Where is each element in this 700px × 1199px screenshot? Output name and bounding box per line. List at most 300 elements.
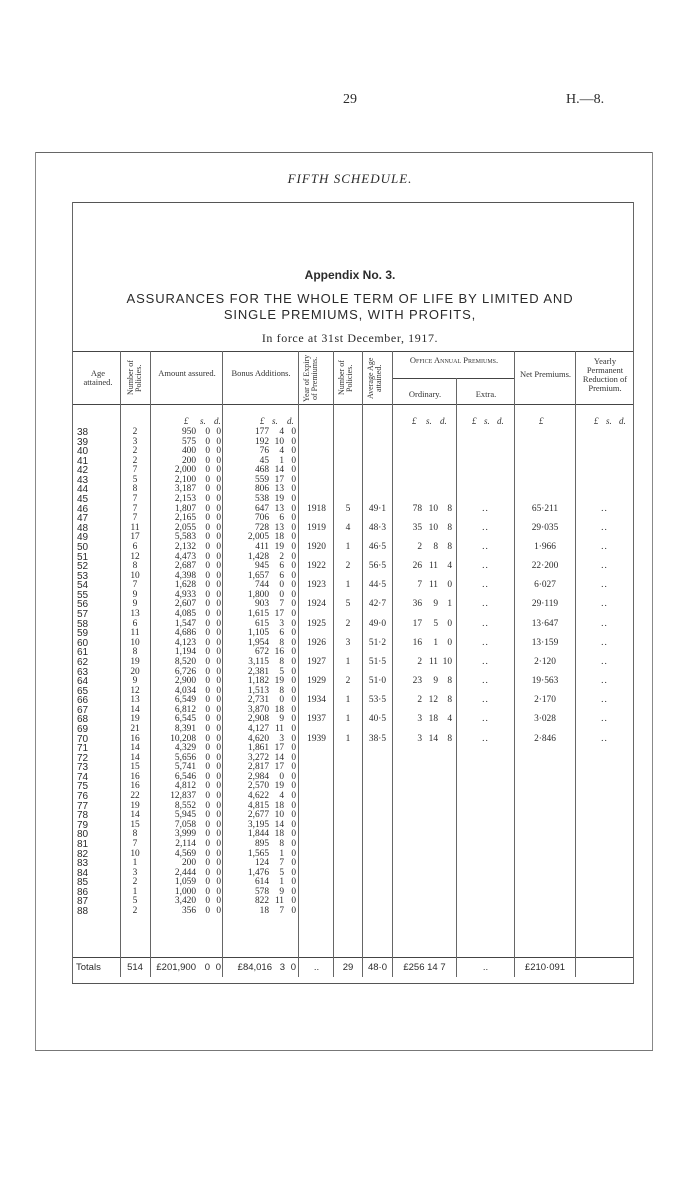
unit-pence: d. <box>214 416 221 426</box>
reduction-cell: .. <box>601 542 608 552</box>
age-cell: 72 <box>77 753 89 764</box>
bonus-pounds-cell: 2,984 <box>247 772 269 782</box>
bonus-pence-cell: 0 <box>291 475 296 485</box>
totals-top-rule <box>73 957 633 958</box>
amount-shillings-cell: 0 <box>205 667 210 677</box>
amount-shillings-cell: 0 <box>205 762 210 772</box>
bonus-pence-cell: 0 <box>291 484 296 494</box>
policies-cell: 8 <box>132 647 138 657</box>
policies-cell: 9 <box>132 599 138 609</box>
ordinary-pence-cell: 0 <box>447 638 452 648</box>
amount-pence-cell: 0 <box>216 456 221 466</box>
bonus-pence-cell: 0 <box>291 868 296 878</box>
age-cell: 73 <box>77 762 89 773</box>
average-age-cell: 51·0 <box>368 676 387 686</box>
extra-cell: .. <box>482 638 489 648</box>
amount-shillings-cell: 0 <box>205 542 210 552</box>
amount-pounds-cell: 1,194 <box>174 647 196 657</box>
amount-shillings-cell: 0 <box>205 772 210 782</box>
policies-cell: 22 <box>130 791 140 801</box>
age-cell: 81 <box>77 839 89 850</box>
amount-shillings-cell: 0 <box>205 896 210 906</box>
amount-pounds-cell: 4,398 <box>174 571 196 581</box>
policies-cell: 16 <box>130 772 140 782</box>
net-premium-cell: 29·119 <box>531 599 559 609</box>
unit-pence: d. <box>287 416 294 426</box>
age-cell: 75 <box>77 781 89 792</box>
bonus-shillings-cell: 19 <box>274 494 284 504</box>
policies-cell: 2 <box>132 456 138 466</box>
amount-shillings-cell: 0 <box>205 810 210 820</box>
amount-shillings-cell: 0 <box>205 532 210 542</box>
bonus-pence-cell: 0 <box>291 437 296 447</box>
extra-cell: .. <box>482 561 489 571</box>
ordinary-pence-cell: 4 <box>447 561 452 571</box>
ordinary-pence-cell: 8 <box>447 523 452 533</box>
bonus-pence-cell: 0 <box>291 667 296 677</box>
policies-cell: 14 <box>130 705 140 715</box>
bonus-pounds-cell: 578 <box>254 887 269 897</box>
amount-pounds-cell: 8,520 <box>174 657 196 667</box>
policies-cell: 8 <box>132 484 138 494</box>
inner-frame-bottom <box>72 983 634 984</box>
policies-cell: 14 <box>130 810 140 820</box>
amount-pence-cell: 0 <box>216 820 221 830</box>
policies-2-cell: 1 <box>345 542 351 552</box>
policies-cell: 11 <box>130 628 140 638</box>
average-age-cell: 42·7 <box>368 599 387 609</box>
amount-pence-cell: 0 <box>216 667 221 677</box>
totals-policies: 514 <box>127 962 143 973</box>
policies-cell: 21 <box>130 724 140 734</box>
amount-pounds-cell: 2,687 <box>174 561 196 571</box>
net-premium-cell: 2·846 <box>534 734 556 744</box>
age-cell: 82 <box>77 849 89 860</box>
ordinary-shillings-cell: 11 <box>428 580 438 590</box>
amount-shillings-cell: 0 <box>205 571 210 581</box>
bonus-pounds-cell: 3,272 <box>247 753 269 763</box>
age-cell: 49 <box>77 532 89 543</box>
policies-cell: 10 <box>130 638 140 648</box>
age-cell: 77 <box>77 801 89 812</box>
amount-shillings-cell: 0 <box>205 695 210 705</box>
amount-pounds-cell: 8,552 <box>174 801 196 811</box>
bonus-shillings-cell: 6 <box>279 628 284 638</box>
amount-pence-cell: 0 <box>216 849 221 859</box>
amount-pence-cell: 0 <box>216 638 221 648</box>
policies-cell: 7 <box>132 513 138 523</box>
policies-2-cell: 1 <box>345 657 351 667</box>
bonus-pounds-cell: 672 <box>254 647 269 657</box>
amount-pence-cell: 0 <box>216 628 221 638</box>
policies-cell: 9 <box>132 590 138 600</box>
amount-shillings-cell: 0 <box>205 561 210 571</box>
bonus-shillings-cell: 7 <box>279 906 284 916</box>
bonus-pence-cell: 0 <box>291 743 296 753</box>
extra-cell: .. <box>482 580 489 590</box>
reduction-cell: .. <box>601 676 608 686</box>
year-expiry-cell: 1922 <box>307 561 326 571</box>
policies-cell: 14 <box>130 743 140 753</box>
unit-shillings: s. <box>200 416 206 426</box>
age-cell: 55 <box>77 590 89 601</box>
policies-cell: 15 <box>130 820 140 830</box>
bonus-pounds-cell: 559 <box>254 475 269 485</box>
bonus-pence-cell: 0 <box>291 542 296 552</box>
policies-cell: 2 <box>132 446 138 456</box>
amount-pence-cell: 0 <box>216 465 221 475</box>
amount-pounds-cell: 5,741 <box>174 762 196 772</box>
bonus-shillings-cell: 6 <box>279 561 284 571</box>
age-cell: 58 <box>77 619 89 630</box>
bonus-pence-cell: 0 <box>291 657 296 667</box>
amount-shillings-cell: 0 <box>205 657 210 667</box>
policies-2-cell: 1 <box>345 580 351 590</box>
year-expiry-cell: 1929 <box>307 676 326 686</box>
ordinary-pounds-cell: 2 <box>417 695 422 705</box>
policies-cell: 3 <box>132 437 138 447</box>
age-cell: 46 <box>77 504 89 515</box>
bonus-shillings-cell: 8 <box>279 686 284 696</box>
bonus-pounds-cell: 822 <box>254 896 269 906</box>
amount-pounds-cell: 2,000 <box>174 465 196 475</box>
bonus-pence-cell: 0 <box>291 552 296 562</box>
ordinary-pence-cell: 4 <box>447 714 452 724</box>
unit-pound: £ <box>472 416 477 426</box>
policies-cell: 12 <box>130 686 140 696</box>
age-cell: 83 <box>77 858 89 869</box>
bonus-pounds-cell: 2,005 <box>247 532 269 542</box>
reduction-cell: .. <box>601 523 608 533</box>
average-age-cell: 51·5 <box>368 657 387 667</box>
amount-shillings-cell: 0 <box>205 446 210 456</box>
amount-pence-cell: 0 <box>216 896 221 906</box>
amount-pounds-cell: 5,656 <box>174 753 196 763</box>
policies-cell: 17 <box>130 532 140 542</box>
header-average-age: Average Age attained. <box>366 357 383 399</box>
amount-shillings-cell: 0 <box>205 619 210 629</box>
amount-pence-cell: 0 <box>216 762 221 772</box>
table-heading-line1: ASSURANCES FOR THE WHOLE TERM OF LIFE BY LIMITED AND <box>126 291 574 306</box>
amount-pence-cell: 0 <box>216 705 221 715</box>
ordinary-pounds-cell: 17 <box>412 619 422 629</box>
amount-pounds-cell: 575 <box>181 437 196 447</box>
bonus-pence-cell: 0 <box>291 906 296 916</box>
ordinary-shillings-cell: 8 <box>433 542 438 552</box>
bonus-pence-cell: 0 <box>291 686 296 696</box>
bonus-pence-cell: 0 <box>291 791 296 801</box>
amount-pence-cell: 0 <box>216 609 221 619</box>
net-premium-cell: 2·120 <box>534 657 556 667</box>
net-premium-cell: 6·027 <box>534 580 556 590</box>
policies-cell: 19 <box>130 801 140 811</box>
amount-pence-cell: 0 <box>216 513 221 523</box>
policies-cell: 7 <box>132 465 138 475</box>
bonus-shillings-cell: 19 <box>274 781 284 791</box>
amount-pounds-cell: 4,085 <box>174 609 196 619</box>
average-age-cell: 53·5 <box>368 695 387 705</box>
bonus-shillings-cell: 10 <box>274 437 284 447</box>
amount-pounds-cell: 3,420 <box>174 896 196 906</box>
average-age-cell: 48·3 <box>368 523 387 533</box>
amount-pounds-cell: 5,945 <box>174 810 196 820</box>
bonus-pence-cell: 0 <box>291 619 296 629</box>
average-age-cell: 40·5 <box>368 714 387 724</box>
amount-shillings-cell: 0 <box>205 829 210 839</box>
amount-pounds-cell: 4,812 <box>174 781 196 791</box>
bonus-shillings-cell: 17 <box>274 609 284 619</box>
policies-cell: 7 <box>132 494 138 504</box>
policies-2-cell: 5 <box>345 599 351 609</box>
reduction-cell: .. <box>601 657 608 667</box>
age-cell: 50 <box>77 542 89 553</box>
amount-pounds-cell: 2,100 <box>174 475 196 485</box>
bonus-pounds-cell: 124 <box>254 858 269 868</box>
policies-cell: 20 <box>130 667 140 677</box>
amount-pence-cell: 0 <box>216 484 221 494</box>
policies-cell: 2 <box>132 427 138 437</box>
amount-pounds-cell: 2,114 <box>175 839 196 849</box>
ordinary-pence-cell: 1 <box>447 599 452 609</box>
unit-pound: £ <box>412 416 417 426</box>
bonus-pence-cell: 0 <box>291 820 296 830</box>
bonus-shillings-cell: 18 <box>274 705 284 715</box>
amount-shillings-cell: 0 <box>205 484 210 494</box>
age-cell: 69 <box>77 724 89 735</box>
bonus-shillings-cell: 7 <box>279 858 284 868</box>
in-force-date: In force at 31st December, 1917. <box>261 331 439 345</box>
amount-pounds-cell: 200 <box>181 858 196 868</box>
age-cell: 43 <box>77 475 89 486</box>
age-cell: 56 <box>77 599 89 610</box>
policies-cell: 8 <box>132 561 138 571</box>
bonus-shillings-cell: 0 <box>279 695 284 705</box>
bonus-pence-cell: 0 <box>291 609 296 619</box>
column-divider <box>120 351 121 977</box>
bonus-pence-cell: 0 <box>291 446 296 456</box>
bonus-pence-cell: 0 <box>291 638 296 648</box>
bonus-shillings-cell: 19 <box>274 676 284 686</box>
net-premium-cell: 2·170 <box>534 695 556 705</box>
bonus-shillings-cell: 1 <box>279 456 284 466</box>
amount-pounds-cell: 3,187 <box>174 484 196 494</box>
ordinary-shillings-cell: 9 <box>433 676 438 686</box>
bonus-shillings-cell: 2 <box>279 552 284 562</box>
policies-2-cell: 1 <box>345 714 351 724</box>
column-divider <box>222 351 223 977</box>
amount-pence-cell: 0 <box>216 781 221 791</box>
column-divider <box>392 351 393 977</box>
ordinary-shillings-cell: 1 <box>433 638 438 648</box>
bonus-pence-cell: 0 <box>291 676 296 686</box>
outer-frame-right <box>652 152 653 1050</box>
amount-pounds-cell: 4,329 <box>174 743 196 753</box>
ordinary-pounds-cell: 2 <box>417 657 422 667</box>
amount-pence-cell: 0 <box>216 647 221 657</box>
bonus-pence-cell: 0 <box>291 839 296 849</box>
bonus-pence-cell: 0 <box>291 753 296 763</box>
header-yearly-reduction: Yearly Permanent Reduction of Premium. <box>582 356 628 393</box>
amount-pence-cell: 0 <box>216 494 221 504</box>
bonus-shillings-cell: 0 <box>279 772 284 782</box>
policies-2-cell: 4 <box>345 523 351 533</box>
totals-amount: £201,900 <box>156 962 196 973</box>
outer-frame-left <box>35 152 36 1050</box>
bonus-pounds-cell: 1,657 <box>247 571 269 581</box>
age-cell: 40 <box>77 446 89 457</box>
average-age-cell: 44·5 <box>368 580 387 590</box>
column-divider <box>150 351 151 977</box>
totals-extra: .. <box>482 962 489 973</box>
bonus-pence-cell: 0 <box>291 705 296 715</box>
outer-frame-bottom <box>35 1050 653 1051</box>
amount-pence-cell: 0 <box>216 753 221 763</box>
policies-cell: 1 <box>132 887 138 897</box>
average-age-cell: 56·5 <box>368 561 387 571</box>
bonus-pounds-cell: 76 <box>259 446 269 456</box>
age-cell: 51 <box>77 552 89 563</box>
age-cell: 39 <box>77 437 89 448</box>
bonus-pence-cell: 0 <box>291 427 296 437</box>
bonus-pence-cell: 0 <box>291 724 296 734</box>
reduction-cell: .. <box>601 638 608 648</box>
policies-cell: 3 <box>132 868 138 878</box>
age-cell: 62 <box>77 657 89 668</box>
amount-pounds-cell: 2,132 <box>174 542 196 552</box>
amount-shillings-cell: 0 <box>205 590 210 600</box>
appendix-title: Appendix No. 3. <box>304 268 396 282</box>
bonus-pounds-cell: 45 <box>259 456 269 466</box>
amount-shillings-cell: 0 <box>205 552 210 562</box>
bonus-shillings-cell: 16 <box>274 647 284 657</box>
extra-cell: .. <box>482 599 489 609</box>
amount-pounds-cell: 4,473 <box>174 552 196 562</box>
reduction-cell: .. <box>601 580 608 590</box>
amount-shillings-cell: 0 <box>205 504 210 514</box>
bonus-pence-cell: 0 <box>291 599 296 609</box>
reduction-cell: .. <box>601 695 608 705</box>
age-cell: 48 <box>77 523 89 534</box>
office-premiums-rule <box>392 378 514 379</box>
ordinary-pence-cell: 0 <box>447 619 452 629</box>
amount-pounds-cell: 2,607 <box>174 599 196 609</box>
extra-cell: .. <box>482 542 489 552</box>
amount-pence-cell: 0 <box>216 676 221 686</box>
extra-cell: .. <box>482 504 489 514</box>
column-divider <box>298 351 299 977</box>
header-amount: Amount assured. <box>158 368 216 378</box>
bonus-shillings-cell: 4 <box>279 427 284 437</box>
amount-shillings-cell: 0 <box>205 494 210 504</box>
bonus-shillings-cell: 1 <box>279 877 284 887</box>
amount-shillings-cell: 0 <box>205 820 210 830</box>
amount-pence-cell: 0 <box>216 580 221 590</box>
amount-pounds-cell: 8,391 <box>174 724 196 734</box>
bonus-pence-cell: 0 <box>291 532 296 542</box>
extra-cell: .. <box>482 657 489 667</box>
bonus-pounds-cell: 177 <box>254 427 269 437</box>
average-age-cell: 51·2 <box>368 638 387 648</box>
amount-pounds-cell: 4,933 <box>174 590 196 600</box>
bonus-shillings-cell: 0 <box>279 580 284 590</box>
bonus-pence-cell: 0 <box>291 628 296 638</box>
unit-pence: d. <box>619 416 626 426</box>
bonus-pounds-cell: 1,105 <box>247 628 269 638</box>
amount-shillings-cell: 0 <box>205 523 210 533</box>
bonus-pounds-cell: 2,817 <box>247 762 269 772</box>
unit-pound: £ <box>260 416 265 426</box>
unit-shillings: s. <box>272 416 278 426</box>
page-number: 29 <box>343 92 357 107</box>
ordinary-pounds-cell: 78 <box>412 504 422 514</box>
amount-shillings-cell: 0 <box>205 638 210 648</box>
amount-shillings-cell: 0 <box>205 427 210 437</box>
policies-2-cell: 2 <box>345 676 351 686</box>
net-premium-cell: 22·200 <box>531 561 559 571</box>
bonus-shillings-cell: 9 <box>279 714 284 724</box>
ordinary-pence-cell: 0 <box>447 580 452 590</box>
bonus-pounds-cell: 1,844 <box>247 829 269 839</box>
amount-pence-cell: 0 <box>216 446 221 456</box>
age-cell: 38 <box>77 427 89 438</box>
totals-bonus: £84,016 <box>237 962 272 973</box>
ordinary-pounds-cell: 36 <box>412 599 422 609</box>
header-net-premiums: Net Premiums. <box>520 369 571 379</box>
policies-cell: 16 <box>130 734 140 744</box>
bonus-shillings-cell: 17 <box>274 743 284 753</box>
age-cell: 80 <box>77 829 89 840</box>
policies-cell: 14 <box>130 753 140 763</box>
year-expiry-cell: 1919 <box>307 523 326 533</box>
ordinary-pounds-cell: 16 <box>412 638 422 648</box>
amount-pence-cell: 0 <box>216 695 221 705</box>
policies-2-cell: 1 <box>345 695 351 705</box>
ordinary-pounds-cell: 7 <box>417 580 422 590</box>
amount-pence-cell: 0 <box>216 427 221 437</box>
reduction-cell: .. <box>601 714 608 724</box>
age-cell: 71 <box>77 743 89 754</box>
bonus-pounds-cell: 2,908 <box>247 714 269 724</box>
amount-pounds-cell: 2,055 <box>174 523 196 533</box>
net-premium-cell: 19·563 <box>531 676 559 686</box>
ordinary-pence-cell: 10 <box>442 657 452 667</box>
policies-cell: 10 <box>130 849 140 859</box>
amount-pence-cell: 0 <box>216 839 221 849</box>
bonus-pounds-cell: 4,620 <box>247 734 269 744</box>
amount-pounds-cell: 7,058 <box>174 820 196 830</box>
amount-pounds-cell: 356 <box>181 906 196 916</box>
bonus-pence-cell: 0 <box>291 513 296 523</box>
bonus-pence-cell: 0 <box>291 887 296 897</box>
amount-pence-cell: 0 <box>216 599 221 609</box>
bonus-pence-cell: 0 <box>291 896 296 906</box>
policies-cell: 19 <box>130 714 140 724</box>
bonus-pounds-cell: 3,870 <box>247 705 269 715</box>
bonus-pence-cell: 0 <box>291 734 296 744</box>
amount-pence-cell: 0 <box>216 552 221 562</box>
amount-pence-cell: 0 <box>216 791 221 801</box>
totals-bonus-shillings: 3 <box>279 962 285 973</box>
amount-pence-cell: 0 <box>216 590 221 600</box>
amount-shillings-cell: 0 <box>205 877 210 887</box>
header-bottom-rule <box>73 404 633 405</box>
amount-pounds-cell: 1,547 <box>174 619 196 629</box>
bonus-shillings-cell: 17 <box>274 762 284 772</box>
bonus-pounds-cell: 538 <box>254 494 269 504</box>
amount-shillings-cell: 0 <box>205 743 210 753</box>
bonus-pence-cell: 0 <box>291 580 296 590</box>
bonus-pounds-cell: 468 <box>254 465 269 475</box>
